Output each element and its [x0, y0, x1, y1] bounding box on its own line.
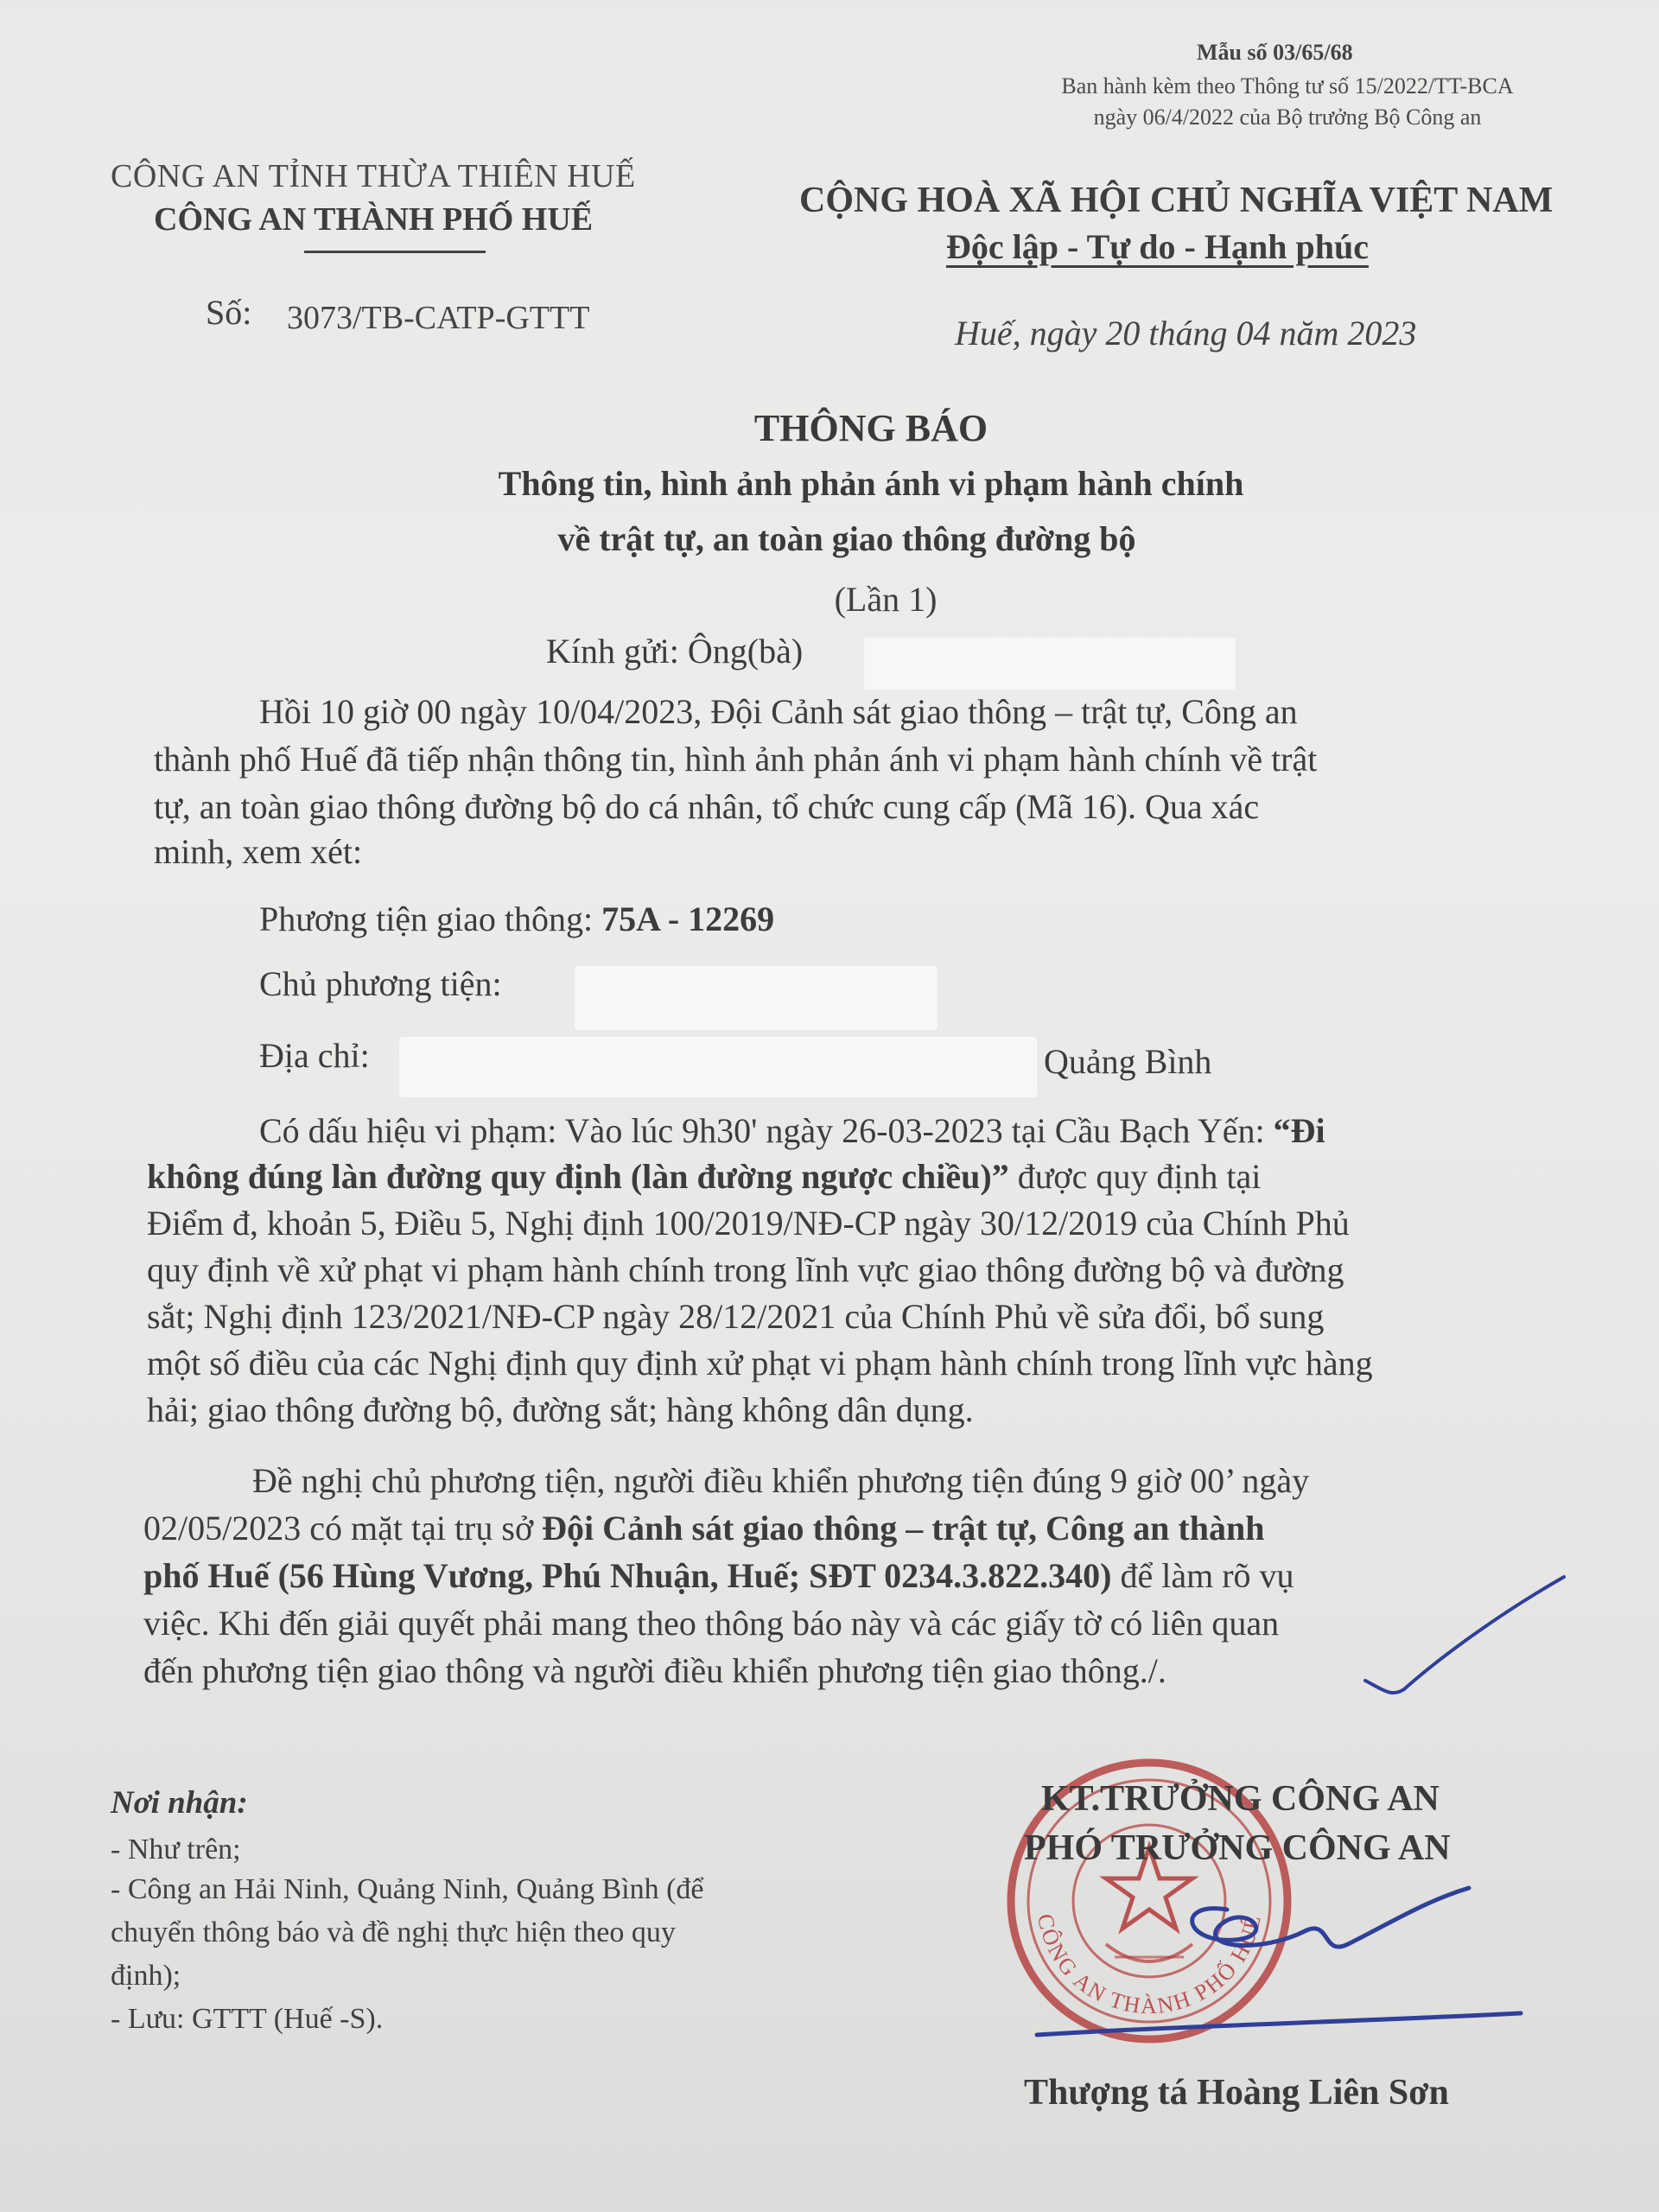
address-label: Địa chỉ:: [259, 1036, 370, 1075]
doc-times: (Lần 1): [834, 580, 938, 619]
form-note-line-2: ngày 06/4/2022 của Bộ trưởng Bộ Công an: [1093, 105, 1482, 130]
agency-underline: [304, 251, 486, 253]
vehicle-row: [259, 899, 774, 939]
request-line-1: Đề nghị chủ phương tiện, người điều khiển phương tiện đúng 9 giờ 00’ ngày: [252, 1461, 1310, 1500]
recipient-line-5: - Lưu: GTTT (Huế -S).: [111, 2003, 384, 2035]
violation-line-7: hải; giao thông đường bộ, đường sắt; hàng không dân dụng.: [147, 1390, 974, 1429]
agency-name: CÔNG AN THÀNH PHỐ HUẾ: [154, 201, 594, 238]
recipients-title: Nơi nhận:: [111, 1785, 248, 1821]
stamp-text: CÔNG AN THÀNH PHỐ HUẾ: [1032, 1911, 1267, 2019]
vehicle-label: Phương tiện giao thông:: [259, 899, 594, 938]
violation-line-4: quy định về xử phạt vi phạm hành chính trong lĩnh vực giao thông đường bộ và đường: [147, 1250, 1344, 1289]
redacted-owner: [575, 966, 938, 1030]
request-line-2: [143, 1508, 1264, 1548]
place-date: Huế, ngày 20 tháng 04 năm 2023: [955, 314, 1417, 353]
signer-name: Thượng tá Hoàng Liên Sơn: [1024, 2073, 1449, 2113]
greeting: Kính gửi: Ông(bà): [546, 632, 804, 671]
sign-title-1: KT.TRƯỞNG CÔNG AN: [1041, 1779, 1440, 1819]
intro-line-1: Hồi 10 giờ 00 ngày 10/04/2023, Đội Cảnh sát giao thông – trật tự, Công an: [259, 692, 1298, 731]
handwritten-signature: [1020, 1849, 1538, 2056]
violation-line-1: [259, 1110, 1325, 1151]
doc-number: 3073/TB-CATP-GTTT: [287, 300, 590, 336]
violation-line-2: [147, 1156, 1261, 1197]
doc-subtitle-2: về trật tự, an toàn giao thông đường bộ: [557, 519, 1136, 558]
violation-line-3: Điểm đ, khoản 5, Điều 5, Nghị định 100/2019/NĐ-CP ngày 30/12/2019 của Chính Phủ: [147, 1204, 1350, 1243]
recipient-line-4: định);: [111, 1960, 181, 1992]
intro-line-2: thành phố Huế đã tiếp nhận thông tin, hình ảnh phản ánh vi phạm hành chính về trật: [154, 740, 1318, 779]
sign-title-2: PHÓ TRƯỞNG CÔNG AN: [1024, 1828, 1451, 1868]
recipient-line-2: - Công an Hải Ninh, Quảng Ninh, Quảng Bình (để: [111, 1873, 704, 1905]
address-tail: Quảng Bình: [1044, 1042, 1212, 1081]
vehicle-plate: 75A - 12269: [601, 899, 775, 938]
form-note: [1020, 71, 1555, 133]
violation-after-quote: được quy định tại: [1008, 1157, 1262, 1196]
violation-quote-start: “Đi: [1273, 1111, 1325, 1150]
intro-line-3: tự, an toàn giao thông đường bộ do cá nhân, tổ chức cung cấp (Mã 16). Qua xác: [154, 787, 1260, 826]
request-address: phố Huế (56 Hùng Vương, Phú Nhuận, Huế; SĐT 0234.3.822.340): [143, 1556, 1112, 1595]
form-note-line-1: Ban hành kèm theo Thông tư số 15/2022/TT-BCA: [1061, 73, 1514, 99]
violation-line-6: một số điều của các Nghị định quy định xử phạt vi phạm hành chính trong lĩnh vực hàng: [147, 1344, 1373, 1382]
recipient-line-3: chuyển thông báo và đề nghị thực hiện theo quy: [111, 1916, 676, 1948]
nation-motto: Độc lập - Tự do - Hạnh phúc: [946, 227, 1369, 266]
recipient-line-1: - Như trên;: [111, 1834, 241, 1866]
violation-prefix: Có dấu hiệu vi phạm: Vào lúc 9h30' ngày 26-03-2023 tại Cầu Bạch Yến:: [259, 1111, 1274, 1150]
doc-number-label: Số:: [206, 293, 252, 332]
violation-line-5: sắt; Nghị định 123/2021/NĐ-CP ngày 28/12/2021 của Chính Phủ về sửa đổi, bổ sung: [147, 1297, 1325, 1336]
nation-name: CỘNG HOÀ XÃ HỘI CHỦ NGHĨA VIỆT NAM: [799, 181, 1554, 220]
form-number: Mẫu số 03/65/68: [1197, 40, 1353, 65]
intro-line-4: minh, xem xét:: [154, 832, 363, 871]
doc-subtitle-1: Thông tin, hình ảnh phản ánh vi phạm hành chính: [498, 464, 1244, 503]
request-purpose: để làm rõ vụ: [1111, 1556, 1294, 1595]
violation-quote-rest: không đúng làn đường quy định (làn đường ngược chiều)”: [147, 1157, 1009, 1196]
redacted-address: [399, 1037, 1037, 1097]
owner-label: Chủ phương tiện:: [259, 964, 502, 1003]
agency-parent: CÔNG AN TỈNH THỪA THIÊN HUẾ: [111, 158, 636, 194]
redacted-recipient-name: [864, 638, 1236, 690]
check-mark-icon: [1357, 1568, 1573, 1707]
request-line-5: đến phương tiện giao thông và người điều khiển phương tiện giao thông./.: [143, 1651, 1166, 1690]
request-office: Đội Cảnh sát giao thông – trật tự, Công an thành: [542, 1509, 1265, 1548]
request-date: 02/05/2023 có mặt tại trụ sở: [143, 1509, 543, 1548]
request-line-4: việc. Khi đến giải quyết phải mang theo thông báo này và các giấy tờ có liên quan: [143, 1604, 1280, 1643]
doc-title: THÔNG BÁO: [753, 407, 988, 449]
request-line-3: [143, 1555, 1294, 1596]
